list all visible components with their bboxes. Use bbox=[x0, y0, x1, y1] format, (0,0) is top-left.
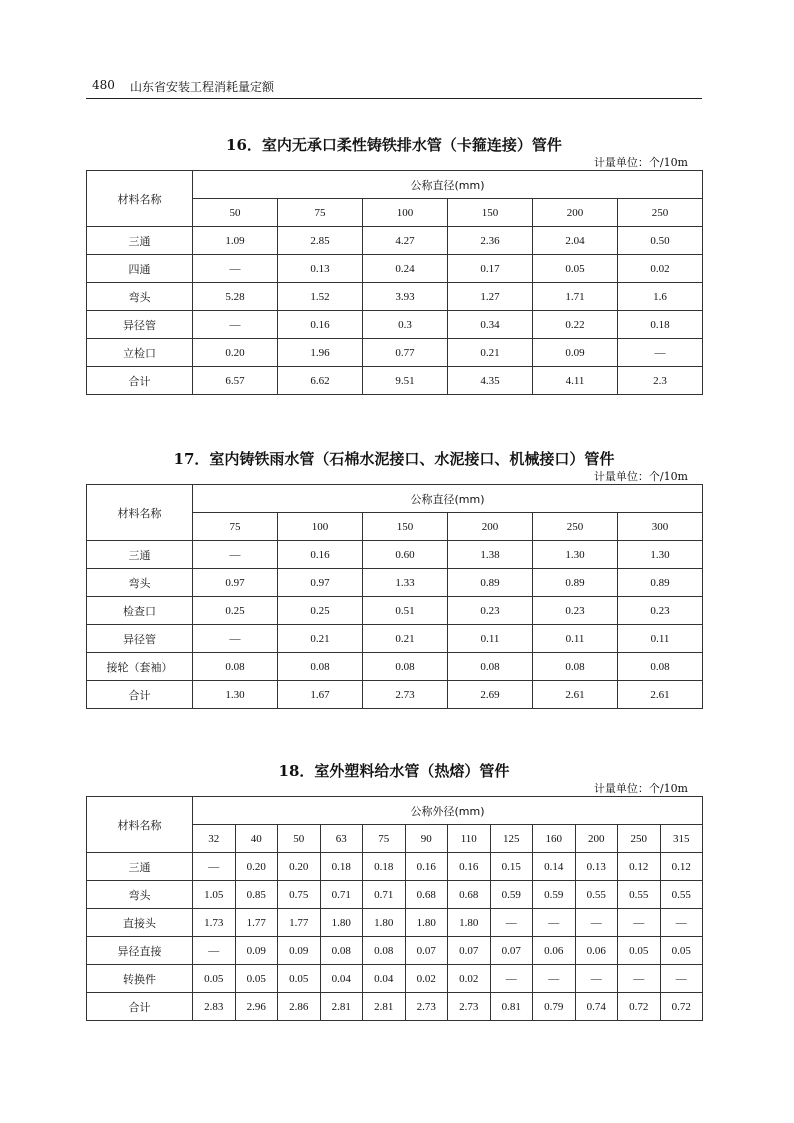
value-cell: 0.16 bbox=[278, 311, 363, 339]
value-cell: 0.06 bbox=[575, 937, 618, 965]
value-cell: 0.05 bbox=[618, 937, 661, 965]
value-cell: 0.09 bbox=[278, 937, 321, 965]
value-cell: — bbox=[193, 853, 236, 881]
value-cell: — bbox=[533, 965, 576, 993]
column-header-cell: 200 bbox=[575, 825, 618, 853]
value-cell: 1.38 bbox=[448, 541, 533, 569]
value-cell: 2.86 bbox=[278, 993, 321, 1021]
value-cell: 0.59 bbox=[533, 881, 576, 909]
table-row bbox=[87, 541, 703, 569]
value-cell: 0.11 bbox=[448, 625, 533, 653]
row-header-cell: 材料名称 bbox=[87, 485, 193, 541]
value-cell: — bbox=[575, 965, 618, 993]
value-cell: 0.16 bbox=[278, 541, 363, 569]
unit-label: 计量单位：个/10m bbox=[593, 470, 688, 483]
value-cell: 0.18 bbox=[320, 853, 363, 881]
value-cell: 0.07 bbox=[448, 937, 491, 965]
value-cell: 0.16 bbox=[448, 853, 491, 881]
table-row bbox=[87, 311, 703, 339]
value-cell: 0.23 bbox=[448, 597, 533, 625]
value-cell: 0.50 bbox=[618, 227, 703, 255]
value-cell: 0.23 bbox=[533, 597, 618, 625]
group-header-cell: 公称直径(mm) bbox=[193, 485, 703, 513]
value-cell: — bbox=[193, 541, 278, 569]
value-cell: 0.05 bbox=[193, 965, 236, 993]
value-cell: 2.73 bbox=[405, 993, 448, 1021]
value-cell: 0.20 bbox=[278, 853, 321, 881]
value-cell: — bbox=[193, 625, 278, 653]
value-cell: 0.97 bbox=[278, 569, 363, 597]
value-cell: 0.21 bbox=[448, 339, 533, 367]
table-row bbox=[87, 339, 703, 367]
unit-label: 计量单位：个/10m bbox=[593, 782, 688, 795]
column-header-cell: 200 bbox=[448, 513, 533, 541]
value-cell: 0.08 bbox=[193, 653, 278, 681]
value-cell: 2.96 bbox=[235, 993, 278, 1021]
material-name-cell: 直接头 bbox=[87, 909, 193, 937]
value-cell: 0.3 bbox=[363, 311, 448, 339]
value-cell: — bbox=[490, 909, 533, 937]
value-cell: — bbox=[533, 909, 576, 937]
value-cell: 0.04 bbox=[320, 965, 363, 993]
value-cell: 1.77 bbox=[235, 909, 278, 937]
value-cell: 0.55 bbox=[660, 881, 703, 909]
value-cell: 0.89 bbox=[448, 569, 533, 597]
value-cell: 0.13 bbox=[278, 255, 363, 283]
column-header-cell: 75 bbox=[193, 513, 278, 541]
value-cell: 0.08 bbox=[448, 653, 533, 681]
value-cell: 0.60 bbox=[363, 541, 448, 569]
value-cell: 0.18 bbox=[618, 311, 703, 339]
value-cell: 1.27 bbox=[448, 283, 533, 311]
value-cell: 1.80 bbox=[320, 909, 363, 937]
value-cell: 0.89 bbox=[618, 569, 703, 597]
column-header-cell: 40 bbox=[235, 825, 278, 853]
value-cell: 1.30 bbox=[193, 681, 278, 709]
value-cell: 0.97 bbox=[193, 569, 278, 597]
value-cell: 2.73 bbox=[363, 681, 448, 709]
value-cell: 6.62 bbox=[278, 367, 363, 395]
value-cell: 0.18 bbox=[363, 853, 406, 881]
value-cell: 0.02 bbox=[618, 255, 703, 283]
value-cell: 0.68 bbox=[448, 881, 491, 909]
value-cell: 2.73 bbox=[448, 993, 491, 1021]
fittings-table bbox=[86, 796, 703, 1021]
header-row bbox=[87, 485, 703, 513]
value-cell: 0.05 bbox=[278, 965, 321, 993]
material-name-cell: 合计 bbox=[87, 993, 193, 1021]
row-header-cell: 材料名称 bbox=[87, 797, 193, 853]
value-cell: 0.25 bbox=[193, 597, 278, 625]
value-cell: 0.05 bbox=[660, 937, 703, 965]
column-header-cell: 50 bbox=[278, 825, 321, 853]
value-cell: 0.81 bbox=[490, 993, 533, 1021]
value-cell: 1.80 bbox=[448, 909, 491, 937]
material-name-cell: 三通 bbox=[87, 227, 193, 255]
value-cell: 0.07 bbox=[405, 937, 448, 965]
value-cell: 0.71 bbox=[363, 881, 406, 909]
value-cell: 4.35 bbox=[448, 367, 533, 395]
fittings-table bbox=[86, 170, 703, 395]
value-cell: 2.61 bbox=[533, 681, 618, 709]
material-name-cell: 弯头 bbox=[87, 283, 193, 311]
column-header-cell: 250 bbox=[533, 513, 618, 541]
value-cell: 0.72 bbox=[660, 993, 703, 1021]
table-title: 17．室内铸铁雨水管（石棉水泥接口、水泥接口、机械接口）管件 bbox=[173, 450, 615, 468]
value-cell: 0.11 bbox=[618, 625, 703, 653]
table-row bbox=[87, 367, 703, 395]
value-cell: — bbox=[193, 255, 278, 283]
value-cell: 0.14 bbox=[533, 853, 576, 881]
value-cell: 2.81 bbox=[320, 993, 363, 1021]
value-cell: 0.09 bbox=[533, 339, 618, 367]
value-cell: 0.06 bbox=[533, 937, 576, 965]
value-cell: 0.71 bbox=[320, 881, 363, 909]
column-header-cell: 315 bbox=[660, 825, 703, 853]
value-cell: 0.08 bbox=[320, 937, 363, 965]
value-cell: 0.05 bbox=[533, 255, 618, 283]
value-cell: 1.80 bbox=[405, 909, 448, 937]
value-cell: — bbox=[193, 937, 236, 965]
value-cell: 0.23 bbox=[618, 597, 703, 625]
material-name-cell: 弯头 bbox=[87, 881, 193, 909]
value-cell: 0.85 bbox=[235, 881, 278, 909]
value-cell: 0.22 bbox=[533, 311, 618, 339]
table-row bbox=[87, 625, 703, 653]
value-cell: 0.24 bbox=[363, 255, 448, 283]
value-cell: 0.07 bbox=[490, 937, 533, 965]
page-number: 480 bbox=[92, 78, 115, 92]
value-cell: 0.55 bbox=[575, 881, 618, 909]
column-header-cell: 110 bbox=[448, 825, 491, 853]
value-cell: 0.68 bbox=[405, 881, 448, 909]
value-cell: 0.15 bbox=[490, 853, 533, 881]
value-cell: 0.13 bbox=[575, 853, 618, 881]
column-header-cell: 150 bbox=[448, 199, 533, 227]
column-header-cell: 160 bbox=[533, 825, 576, 853]
header-row bbox=[87, 171, 703, 199]
column-header-cell: 300 bbox=[618, 513, 703, 541]
material-name-cell: 异径管 bbox=[87, 625, 193, 653]
value-cell: 2.85 bbox=[278, 227, 363, 255]
value-cell: 0.09 bbox=[235, 937, 278, 965]
value-cell: 0.02 bbox=[405, 965, 448, 993]
material-name-cell: 异径直接 bbox=[87, 937, 193, 965]
value-cell: 1.73 bbox=[193, 909, 236, 937]
value-cell: 0.16 bbox=[405, 853, 448, 881]
fittings-table bbox=[86, 484, 703, 709]
value-cell: — bbox=[618, 339, 703, 367]
value-cell: 1.30 bbox=[618, 541, 703, 569]
table-row bbox=[87, 255, 703, 283]
column-header-cell: 75 bbox=[278, 199, 363, 227]
value-cell: — bbox=[618, 965, 661, 993]
table-row bbox=[87, 681, 703, 709]
book-title: 山东省安装工程消耗量定额 bbox=[130, 80, 275, 94]
value-cell: 1.30 bbox=[533, 541, 618, 569]
column-header-cell: 50 bbox=[193, 199, 278, 227]
table-row bbox=[87, 597, 703, 625]
value-cell: 1.6 bbox=[618, 283, 703, 311]
material-name-cell: 转换件 bbox=[87, 965, 193, 993]
value-cell: 0.51 bbox=[363, 597, 448, 625]
value-cell: 0.21 bbox=[278, 625, 363, 653]
table-row bbox=[87, 937, 703, 965]
value-cell: 0.04 bbox=[363, 965, 406, 993]
table-section-18 bbox=[86, 760, 702, 1021]
column-header-cell: 63 bbox=[320, 825, 363, 853]
value-cell: 2.69 bbox=[448, 681, 533, 709]
value-cell: 0.12 bbox=[618, 853, 661, 881]
value-cell: 0.08 bbox=[363, 653, 448, 681]
value-cell: 0.11 bbox=[533, 625, 618, 653]
material-name-cell: 合计 bbox=[87, 681, 193, 709]
value-cell: 0.77 bbox=[363, 339, 448, 367]
value-cell: 3.93 bbox=[363, 283, 448, 311]
table-row bbox=[87, 283, 703, 311]
value-cell: — bbox=[618, 909, 661, 937]
value-cell: 1.05 bbox=[193, 881, 236, 909]
table-section-17 bbox=[86, 448, 702, 709]
table-row bbox=[87, 227, 703, 255]
value-cell: 0.79 bbox=[533, 993, 576, 1021]
table-row bbox=[87, 993, 703, 1021]
value-cell: 1.52 bbox=[278, 283, 363, 311]
value-cell: 0.25 bbox=[278, 597, 363, 625]
material-name-cell: 接轮（套袖） bbox=[87, 653, 193, 681]
unit-label: 计量单位：个/10m bbox=[593, 156, 688, 169]
value-cell: 1.09 bbox=[193, 227, 278, 255]
material-name-cell: 弯头 bbox=[87, 569, 193, 597]
value-cell: 2.81 bbox=[363, 993, 406, 1021]
value-cell: 5.28 bbox=[193, 283, 278, 311]
value-cell: 1.80 bbox=[363, 909, 406, 937]
column-header-cell: 100 bbox=[278, 513, 363, 541]
value-cell: 0.08 bbox=[618, 653, 703, 681]
material-name-cell: 立检口 bbox=[87, 339, 193, 367]
material-name-cell: 异径管 bbox=[87, 311, 193, 339]
header-row bbox=[87, 797, 703, 825]
column-header-cell: 200 bbox=[533, 199, 618, 227]
column-header-cell: 150 bbox=[363, 513, 448, 541]
value-cell: 0.20 bbox=[235, 853, 278, 881]
value-cell: 0.89 bbox=[533, 569, 618, 597]
value-cell: 2.3 bbox=[618, 367, 703, 395]
value-cell: 0.21 bbox=[363, 625, 448, 653]
value-cell: 4.11 bbox=[533, 367, 618, 395]
value-cell: 6.57 bbox=[193, 367, 278, 395]
value-cell: 1.77 bbox=[278, 909, 321, 937]
material-name-cell: 检查口 bbox=[87, 597, 193, 625]
value-cell: 0.34 bbox=[448, 311, 533, 339]
value-cell: 0.12 bbox=[660, 853, 703, 881]
value-cell: 2.36 bbox=[448, 227, 533, 255]
value-cell: — bbox=[193, 311, 278, 339]
value-cell: 0.20 bbox=[193, 339, 278, 367]
column-header-cell: 32 bbox=[193, 825, 236, 853]
value-cell: 0.17 bbox=[448, 255, 533, 283]
table-title: 16．室内无承口柔性铸铁排水管（卡箍连接）管件 bbox=[226, 136, 562, 154]
table-row bbox=[87, 881, 703, 909]
table-row bbox=[87, 909, 703, 937]
table-row bbox=[87, 965, 703, 993]
value-cell: 0.05 bbox=[235, 965, 278, 993]
value-cell: 9.51 bbox=[363, 367, 448, 395]
value-cell: 0.72 bbox=[618, 993, 661, 1021]
value-cell: 0.08 bbox=[533, 653, 618, 681]
value-cell: 0.75 bbox=[278, 881, 321, 909]
column-header-cell: 250 bbox=[618, 199, 703, 227]
value-cell: 1.71 bbox=[533, 283, 618, 311]
value-cell: 0.59 bbox=[490, 881, 533, 909]
table-row bbox=[87, 653, 703, 681]
column-header-cell: 75 bbox=[363, 825, 406, 853]
material-name-cell: 合计 bbox=[87, 367, 193, 395]
table-section-16 bbox=[86, 134, 702, 395]
value-cell: 0.55 bbox=[618, 881, 661, 909]
column-header-cell: 90 bbox=[405, 825, 448, 853]
value-cell: 0.08 bbox=[278, 653, 363, 681]
group-header-cell: 公称外径(mm) bbox=[193, 797, 703, 825]
value-cell: 1.33 bbox=[363, 569, 448, 597]
table-row bbox=[87, 853, 703, 881]
value-cell: 2.04 bbox=[533, 227, 618, 255]
value-cell: 1.96 bbox=[278, 339, 363, 367]
column-header-cell: 250 bbox=[618, 825, 661, 853]
material-name-cell: 四通 bbox=[87, 255, 193, 283]
value-cell: 0.08 bbox=[363, 937, 406, 965]
row-header-cell: 材料名称 bbox=[87, 171, 193, 227]
table-title: 18．室外塑料给水管（热熔）管件 bbox=[278, 762, 510, 780]
value-cell: — bbox=[660, 965, 703, 993]
column-header-cell: 125 bbox=[490, 825, 533, 853]
value-cell: 0.02 bbox=[448, 965, 491, 993]
column-header-cell: 100 bbox=[363, 199, 448, 227]
value-cell: 2.61 bbox=[618, 681, 703, 709]
material-name-cell: 三通 bbox=[87, 853, 193, 881]
group-header-cell: 公称直径(mm) bbox=[193, 171, 703, 199]
value-cell: 2.83 bbox=[193, 993, 236, 1021]
material-name-cell: 三通 bbox=[87, 541, 193, 569]
table-row bbox=[87, 569, 703, 597]
value-cell: 4.27 bbox=[363, 227, 448, 255]
value-cell: — bbox=[575, 909, 618, 937]
value-cell: 0.74 bbox=[575, 993, 618, 1021]
value-cell: — bbox=[660, 909, 703, 937]
value-cell: — bbox=[490, 965, 533, 993]
value-cell: 1.67 bbox=[278, 681, 363, 709]
page-header bbox=[86, 76, 702, 99]
